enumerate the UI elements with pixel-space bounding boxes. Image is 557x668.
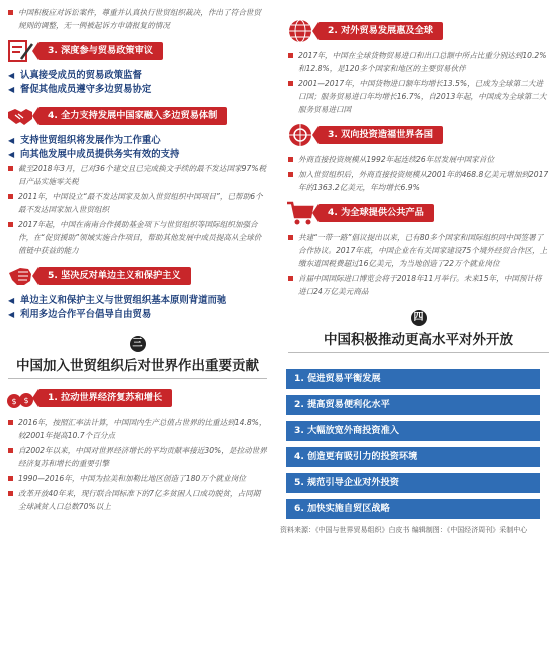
part-number: 四 bbox=[411, 310, 427, 326]
policy-item: 4. 创造更有吸引力的投资环境 bbox=[286, 447, 540, 467]
money-bags-icon bbox=[6, 385, 34, 411]
bullet-item: 共建“一带一路”倡议提出以来，已有80多个国家和国际组织同中国签署了合作协议。2017年底，中国企业在有关国家建设75个境外经贸合作区，上缴东道国税费超过16亿美元，为当地创造了22万个就业岗位 bbox=[286, 231, 549, 270]
policy-item: 6. 加快实施自贸区战略 bbox=[286, 499, 540, 519]
bullet-item: 外商直接投资规模从1992年起连续26年居发展中国家首位 bbox=[286, 153, 549, 166]
bullet-item: 中国积极应对诉讼案件，尊重并认真执行世贸组织裁决，作出了符合世贸规则的调整，无一例被起诉方申请报复的情况 bbox=[6, 6, 267, 32]
policy-item: 5. 规范引导企业对外投资 bbox=[286, 473, 540, 493]
section-label: 4. 为全球提供公共产品 bbox=[318, 204, 434, 222]
section-label: 2. 对外贸易发展惠及全球 bbox=[318, 22, 443, 40]
bullet-item: 2011年，中国设立“最不发达国家及加入世贸组织中国项目”，已帮助6个最不发达国家加入世贸组织 bbox=[6, 190, 267, 216]
section-header bbox=[6, 263, 275, 289]
section-label: 4. 全力支持发展中国家融入多边贸易体制 bbox=[38, 107, 227, 125]
part-title: 中国积极推动更高水平对外开放 bbox=[324, 332, 513, 348]
section-label: 3. 双向投资造福世界各国 bbox=[318, 126, 443, 144]
bullet-item: 2001—2017年，中国货物进口额年均增长13.5%，已成为全球第二大进口国；服务贸易进口年均增长16.7%，自2013年起，中国成为全球第二大服务贸易进口国 bbox=[286, 77, 549, 116]
document-pen-icon bbox=[6, 38, 34, 64]
part-title: 中国加入世贸组织后对世界作出重要贡献 bbox=[16, 358, 259, 374]
raised-fist-icon bbox=[6, 263, 34, 289]
key-point: ◀ 利用多边合作平台倡导自由贸易 bbox=[6, 308, 269, 322]
key-point: ◀ 单边主义和保护主义与世贸组织基本原则背道而驰 bbox=[6, 294, 269, 308]
key-point: ◀ 认真接受成员的贸易政策监督 bbox=[6, 69, 269, 83]
section-header bbox=[6, 385, 275, 411]
bullet-item: 加入世贸组织后，外商直接投资规模从2001年的468.8亿美元增加到2017年的1363.2亿美元，年均增长6.9% bbox=[286, 168, 549, 194]
section-label: 5. 坚决反对单边主义和保护主义 bbox=[38, 267, 191, 285]
policy-item: 3. 大幅放宽外商投资准入 bbox=[286, 421, 540, 441]
source-note: 资料来源：《中国与世界贸易组织》白皮书 编辑制图：《中国经济周刊》采制中心 bbox=[280, 526, 528, 534]
section-label: 3. 深度参与贸易政策审议 bbox=[38, 42, 163, 60]
policy-item: 2. 提高贸易便利化水平 bbox=[286, 395, 540, 415]
left-column bbox=[0, 0, 275, 515]
bullet-item: 截至2018年3月，已对36个建交且已完成换文手续的最不发达国家97%税目产品实施零关税 bbox=[6, 162, 267, 188]
bullet-item: 首届中国国际进口博览会将于2018年11月举行。未来15年，中国预计将进口24万亿美元商品 bbox=[286, 272, 549, 298]
globe-gear-icon bbox=[286, 122, 314, 148]
bullet-item: 改革开放40年来，现行联合国标准下的7亿多贫困人口成功脱贫，占同期全球减贫人口总数70%以上 bbox=[6, 487, 267, 513]
bullet-item: 自2002年以来，中国对世界经济增长的平均贡献率接近30%，是拉动世界经济复苏和增长的重要引擎 bbox=[6, 444, 267, 470]
section-header bbox=[6, 38, 275, 64]
section-header bbox=[286, 200, 557, 226]
right-column bbox=[280, 0, 557, 535]
section-label: 1. 拉动世界经济复苏和增长 bbox=[38, 389, 172, 407]
part-number: 三 bbox=[130, 336, 146, 352]
divider bbox=[288, 352, 549, 353]
shopping-cart-icon bbox=[286, 200, 314, 226]
handshake-icon bbox=[6, 103, 34, 129]
divider bbox=[8, 378, 267, 379]
key-point: ◀ 支持世贸组织将发展作为工作重心 bbox=[6, 134, 269, 148]
key-point: ◀ 督促其他成员遵守多边贸易协定 bbox=[6, 83, 269, 97]
bullet-item: 1990—2016年，中国为拉美和加勒比地区创造了180万个就业岗位 bbox=[6, 472, 267, 485]
bullet-item: 2016年，按照汇率法计算，中国国内生产总值占世界的比重达到14.8%，较2001年提高10.7个百分点 bbox=[6, 416, 267, 442]
svg-text:$: $ bbox=[11, 397, 17, 406]
section-header bbox=[286, 18, 557, 44]
svg-text:$: $ bbox=[23, 396, 29, 405]
globe-icon bbox=[286, 18, 314, 44]
section-header bbox=[286, 122, 557, 148]
section-header bbox=[6, 103, 275, 129]
key-point: ◀ 向其他发展中成员提供务实有效的支持 bbox=[6, 148, 269, 162]
policy-item: 1. 促进贸易平衡发展 bbox=[286, 369, 540, 389]
bullet-item: 2017年，中国在全球货物贸易进口和出口总额中所占比重分别达到10.2%和12.8%，是120多个国家和地区的主要贸易伙伴 bbox=[286, 49, 549, 75]
bullet-item: 2017年起，中国在南南合作援助基金项下与世贸组织等国际组织加强合作，在“促贸援助”领域实施合作项目，帮助其他发展中成员提高从全球价值链中获益的能力 bbox=[6, 218, 267, 257]
